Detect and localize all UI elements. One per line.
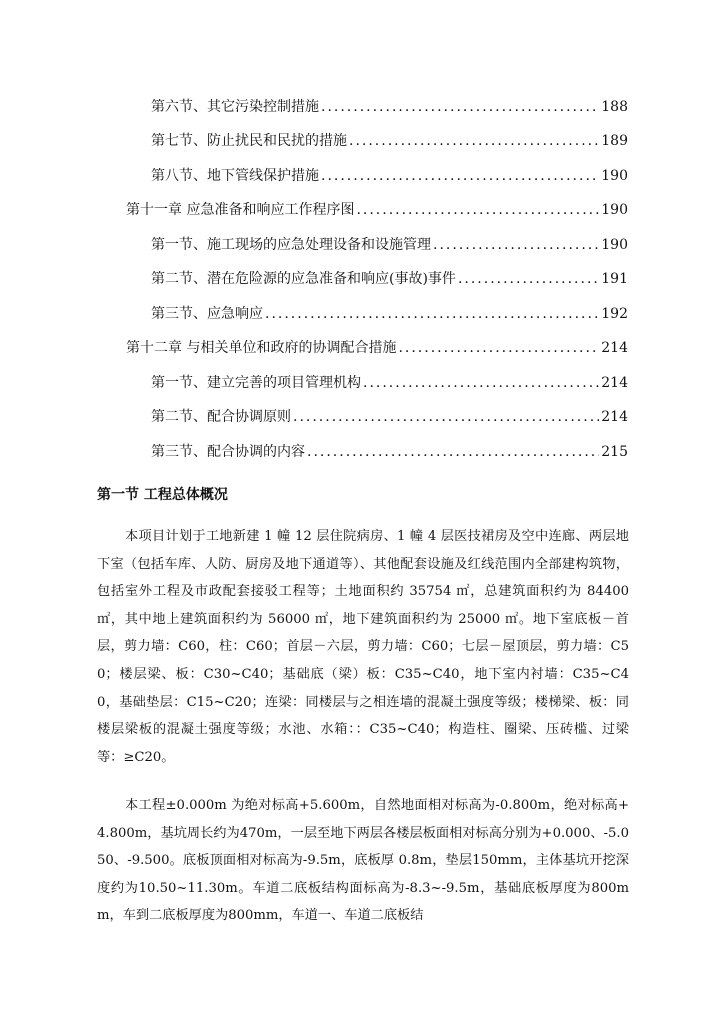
- toc-leader-dots: [265, 303, 599, 325]
- toc-entry[interactable]: [151, 96, 628, 118]
- toc-entry[interactable]: [151, 406, 628, 428]
- toc-entry-label: 第七节、防止扰民和民扰的措施: [151, 133, 347, 149]
- toc-leader-dots: [433, 234, 599, 256]
- toc-leader-dots: [398, 337, 599, 359]
- toc-entry-page: 190: [601, 168, 628, 184]
- toc-entry[interactable]: [151, 165, 628, 187]
- toc-entry-label: 第十一章 应急准备和响应工作程序图: [126, 202, 355, 218]
- toc-entry-label: 第十二章 与相关单位和政府的协调配合措施: [126, 340, 397, 356]
- toc-entry-page: 190: [601, 237, 628, 253]
- toc-leader-dots: [363, 372, 599, 394]
- toc-entry-label: 第八节、地下管线保护措施: [151, 168, 319, 184]
- toc-entry-page: 214: [601, 409, 628, 425]
- toc-entry-label: 第六节、其它污染控制措施: [151, 99, 319, 115]
- body-paragraph: 本项目计划于工地新建 1 幢 12 层住院病房、1 幢 4 层医技裙房及空中连廊、两层地下室（包括车库、人防、厨房及地下通道等）、其他配套设施及红线范围内全部建构筑物，包括室外工程及市政配套接驳工程等；土地面积约 35754 ㎡，总建筑面积约为 84400 ㎡，其中地上建筑面积约为 56000 ㎡，地下建筑面积约为 25000 ㎡。地下室底板－首层，剪力墙：C60，柱：C60；首层－六层，剪力墙：C60；七层－屋顶层，剪力墙：C50；楼层梁、板：C30~C40；基础底（梁）板：C35~C40，地下室内衬墙：C35~C40，基础垫层：C15~C20；连梁：同楼层与之相连墙的混凝土强度等级；楼梯梁、板：同楼层梁板的混凝土强度等级；水池、水箱：：C35~C40；构造柱、圈梁、压砖槛、过梁等：≥C20。: [97, 529, 629, 765]
- toc-entry-page: 214: [601, 375, 628, 391]
- body-paragraph: 本工程±0.000m 为绝对标高+5.600m，自然地面相对标高为-0.800m，绝对标高+4.800m，基坑周长约为470m，一层至地下两层各楼层板面相对标高分别为+0.000、-5.050、-9.500。底板顶面相对标高为-9.5m，底板厚 0.8m，垫层150mm，主体基坑开挖深度约为10.50~11.30m。车道二底板结构面标高为-8.3~-9.5m，基础底板厚度为800mm，车到二底板厚度为800mm，车道一、车道二底板结: [97, 798, 629, 924]
- toc-entry-label: 第一节、建立完善的项目管理机构: [151, 375, 361, 391]
- toc-entry-label: 第二节、潜在危险源的应急准备和响应(事故)事件: [151, 271, 456, 287]
- toc-leader-dots: [349, 130, 599, 152]
- toc-entry-page: 190: [601, 202, 628, 218]
- toc-leader-dots: [293, 406, 599, 428]
- toc-chapter-entry[interactable]: [126, 337, 628, 359]
- toc-entry[interactable]: [151, 372, 628, 394]
- toc-leader-dots: [321, 165, 599, 187]
- toc-entry-label: 第三节、配合协调的内容: [151, 444, 305, 460]
- toc-entry-page: 188: [601, 99, 628, 115]
- toc-leader-dots: [458, 268, 599, 290]
- toc-entry-label: 第二节、配合协调原则: [151, 409, 291, 425]
- toc-leader-dots: [321, 96, 599, 118]
- toc-entry-page: 191: [601, 271, 628, 287]
- toc-entry-page: 215: [601, 444, 628, 460]
- toc-entry[interactable]: [151, 268, 628, 290]
- toc-entry-label: 第三节、应急响应: [151, 306, 263, 322]
- toc-entry-page: 214: [601, 340, 628, 356]
- toc-entry-page: 189: [601, 133, 628, 149]
- toc-entry-label: 第一节、施工现场的应急处理设备和设施管理: [151, 237, 431, 253]
- toc-entry[interactable]: [151, 303, 628, 325]
- toc-leader-dots: [356, 199, 599, 221]
- toc-entry-page: 192: [601, 306, 628, 322]
- toc-chapter-entry[interactable]: [126, 199, 628, 221]
- section-heading: 第一节 工程总体概况: [97, 487, 228, 503]
- toc-entry[interactable]: [151, 130, 628, 152]
- toc-entry[interactable]: [151, 234, 628, 256]
- toc-entry[interactable]: [151, 441, 628, 463]
- toc-leader-dots: [307, 441, 599, 463]
